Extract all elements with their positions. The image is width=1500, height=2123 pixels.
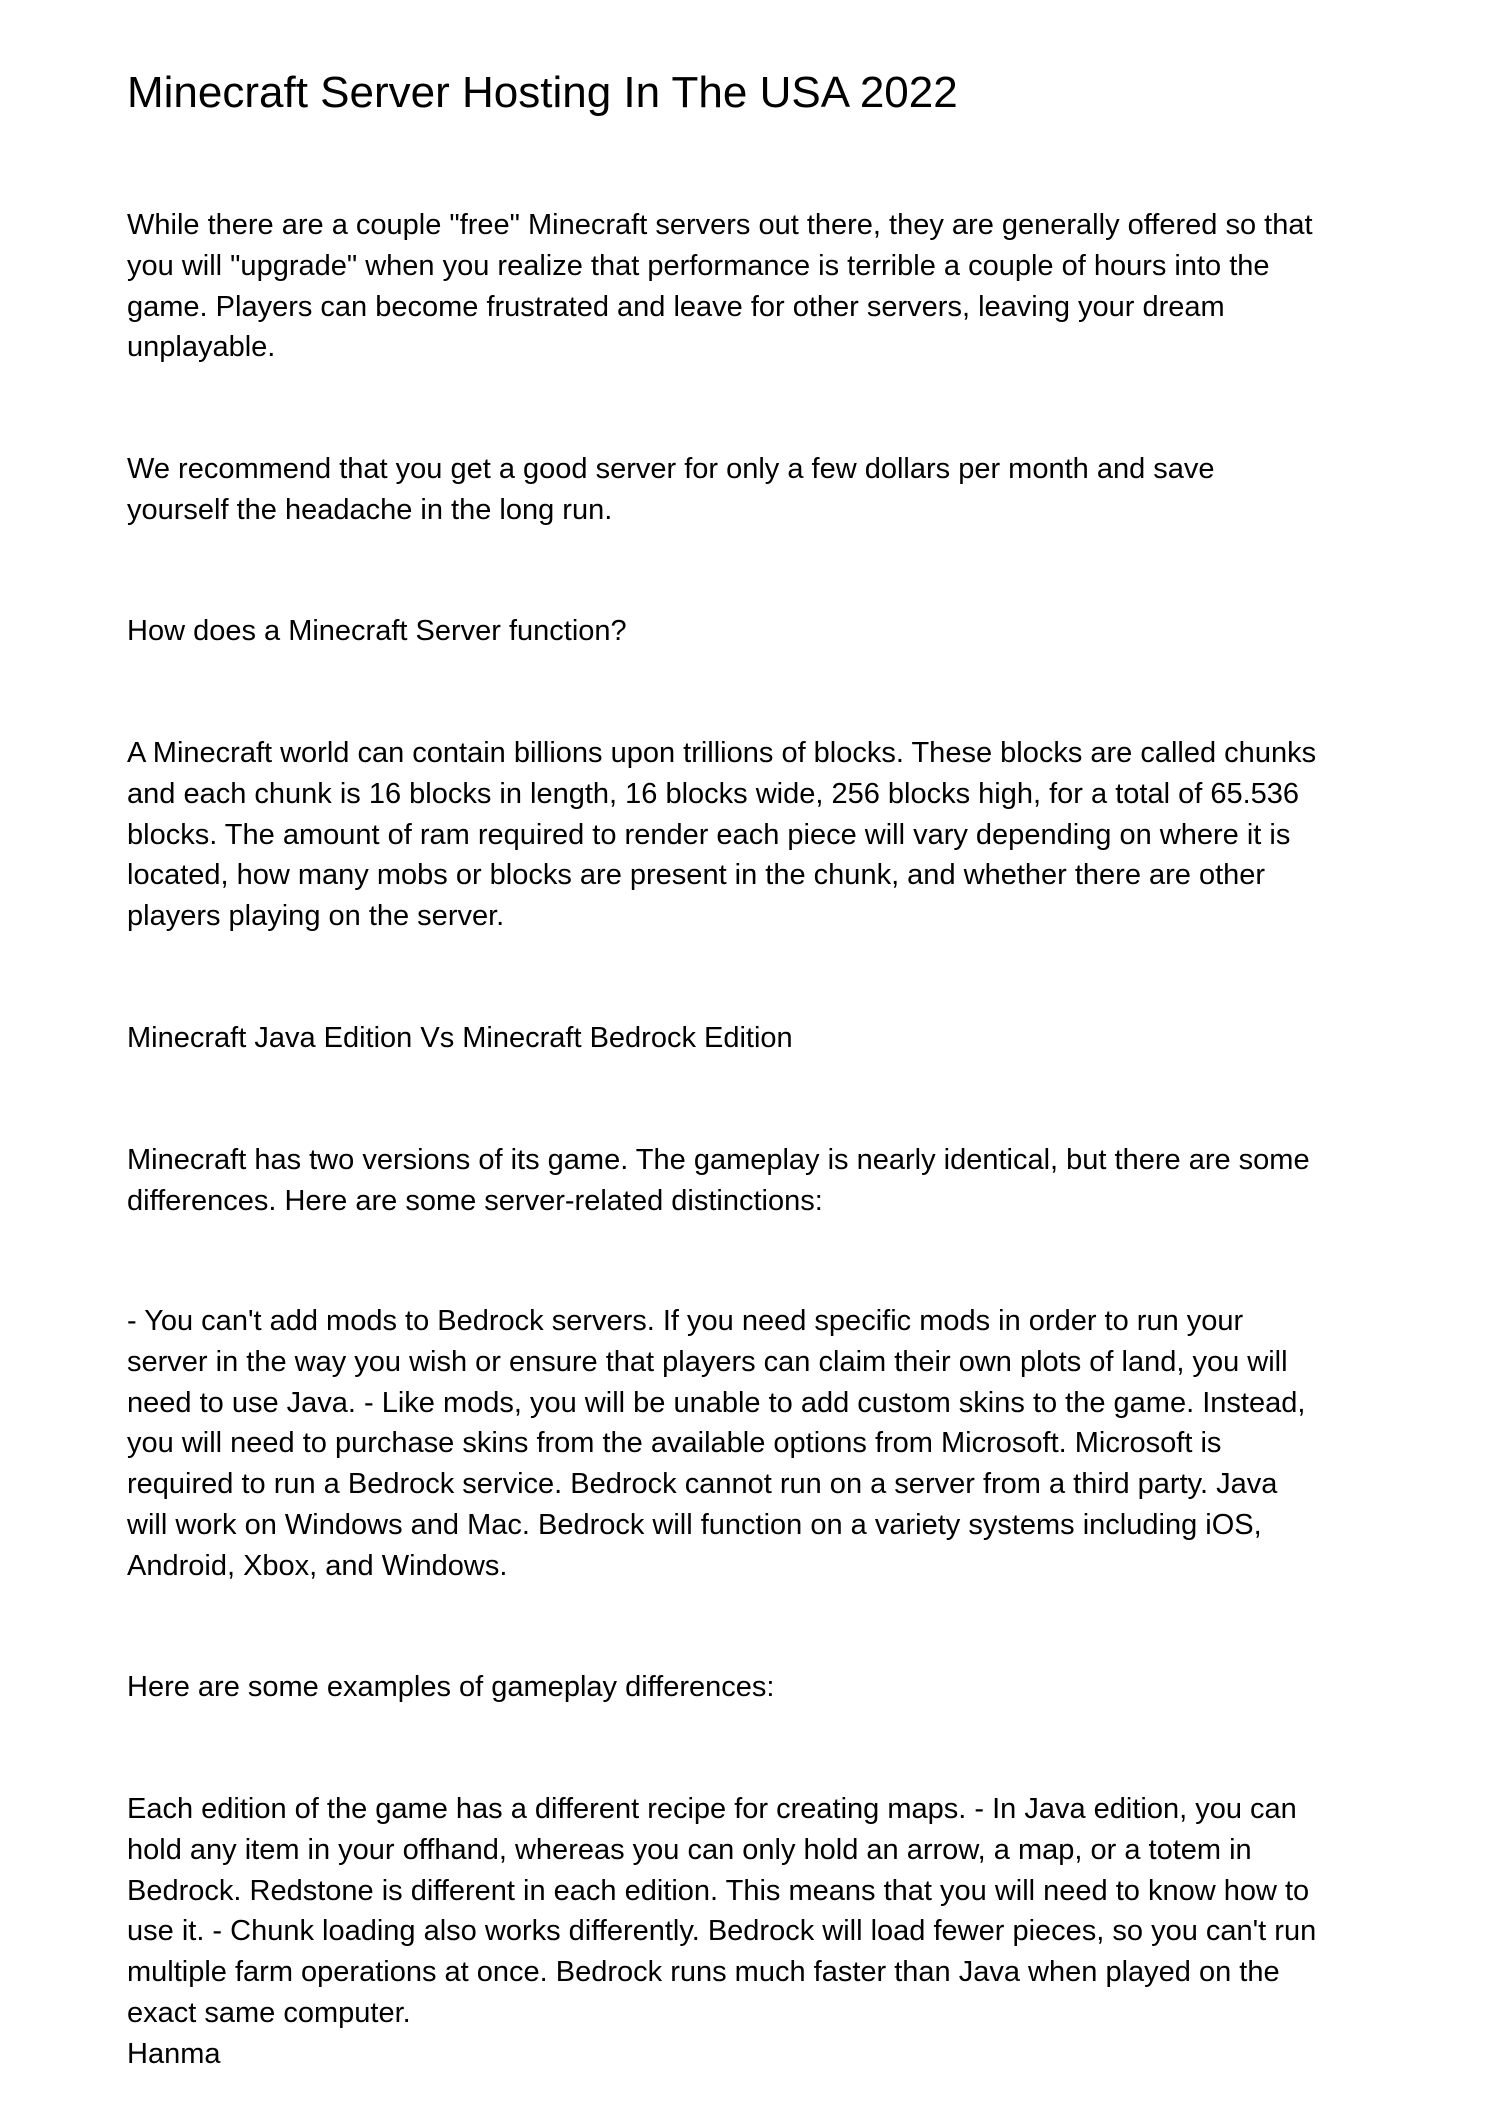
text-line: exact same computer. (127, 1996, 411, 2029)
text-line: use it. - Chunk loading also works differently. Bedrock will load fewer pieces, so you can't run (127, 1915, 1317, 1948)
text-line: A Minecraft world can contain billions upon trillions of blocks. These blocks are called chunks (127, 737, 1317, 769)
text-line: players playing on the server. (127, 900, 505, 933)
text-line: yourself the headache in the long run. (127, 493, 613, 526)
text-line: you will need to purchase skins from the available options from Microsoft. Microsoft is (127, 1427, 1222, 1460)
paragraph-recommendation (127, 449, 1500, 531)
paragraph-free-servers (127, 205, 1500, 368)
heading-server-function (127, 611, 1500, 652)
text-line: will work on Windows and Mac. Bedrock will function on a variety systems including iOS, (127, 1508, 1262, 1541)
text-line: game. Players can become frustrated and leave for other servers, leaving your dream (127, 290, 1225, 323)
paragraph-gameplay-differences (127, 1789, 1500, 2075)
text-line: hold any item in your offhand, whereas you can only hold an arrow, a map, or a totem in (127, 1833, 1252, 1866)
text-line: Android, Xbox, and Windows. (127, 1549, 508, 1582)
text-line: Hanma (127, 2037, 221, 2070)
text-line: differences. Here are some server-related distinctions: (127, 1184, 823, 1217)
paragraph-chunks (127, 733, 1500, 937)
text-line: Here are some examples of gameplay differences: (127, 1671, 775, 1703)
paragraph-server-distinctions (127, 1301, 1500, 1587)
text-line: server in the way you wish or ensure that players can claim their own plots of land, you will (127, 1345, 1288, 1378)
text-line: required to run a Bedrock service. Bedrock cannot run on a server from a third party. Java (127, 1468, 1278, 1501)
text-line: Bedrock. Redstone is different in each edition. This means that you will need to know how to (127, 1874, 1310, 1907)
paragraph-two-versions (127, 1140, 1500, 1222)
heading-gameplay-differences (127, 1667, 1500, 1708)
text-line: How does a Minecraft Server function? (127, 615, 627, 647)
text-line: need to use Java. - Like mods, you will be unable to add custom skins to the game. Instead, (127, 1386, 1306, 1419)
text-line: you will "upgrade" when you realize that performance is terrible a couple of hours into the (127, 249, 1270, 282)
text-line: While there are a couple "free" Minecraft servers out there, they are generally offered so that (127, 209, 1313, 241)
text-line: and each chunk is 16 blocks in length, 16 blocks wide, 256 blocks high, for a total of 65.536 (127, 777, 1300, 810)
heading-java-vs-bedrock (127, 1018, 1500, 1059)
text-line: located, how many mobs or blocks are present in the chunk, and whether there are other (127, 859, 1266, 892)
text-line: blocks. The amount of ram required to render each piece will vary depending on where it is (127, 818, 1291, 851)
page-title: Minecraft Server Hosting In The USA 2022 (127, 68, 958, 117)
text-line: Each edition of the game has a different recipe for creating maps. - In Java edition, you can (127, 1793, 1297, 1825)
text-line: multiple farm operations at once. Bedrock runs much faster than Java when played on the (127, 1956, 1280, 1989)
text-line: Minecraft Java Edition Vs Minecraft Bedrock Edition (127, 1022, 793, 1054)
text-line: unplayable. (127, 331, 276, 364)
text-line: We recommend that you get a good server for only a few dollars per month and save (127, 453, 1215, 485)
text-line: Minecraft has two versions of its game. The gameplay is nearly identical, but there are some (127, 1144, 1310, 1176)
text-line: - You can't add mods to Bedrock servers. If you need specific mods in order to run your (127, 1305, 1244, 1337)
